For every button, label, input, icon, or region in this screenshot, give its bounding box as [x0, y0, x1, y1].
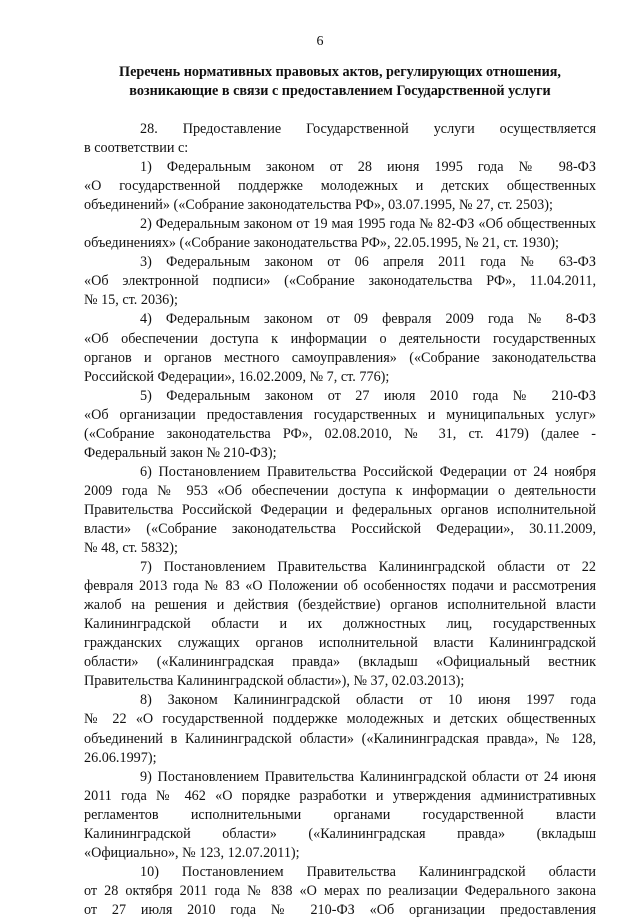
paragraph: [84, 387, 596, 463]
paragraph: [84, 253, 596, 310]
paragraph-line: области» («Калининградская правда» (вкладыш «Официальный вестник: [84, 654, 596, 671]
paragraph-line: Правительства Калининградской области»), № 37, 02.03.2013);: [84, 673, 465, 690]
paragraph: [84, 463, 596, 558]
paragraph-line: 2009 года № 953 «Об обеспечении доступа к информации о деятельности: [84, 482, 596, 499]
paragraph: [84, 768, 596, 863]
paragraph-line: власти» («Собрание законодательства Российской Федерации», 30.11.2009,: [84, 520, 596, 537]
paragraph-line: в соответствии с:: [84, 140, 189, 157]
paragraph: [84, 691, 596, 767]
paragraph: [84, 158, 596, 215]
document-body: [84, 120, 596, 920]
paragraph-line: от 28 октября 2011 года № 838 «О мерах по реализации Федерального закона: [84, 882, 596, 899]
paragraph-line: № 48, ст. 5832);: [84, 540, 178, 557]
paragraph-line: Федеральный закон № 210-ФЗ);: [84, 444, 277, 461]
paragraph-line: «Об обеспечении доступа к информации о деятельности государственных: [84, 330, 596, 347]
paragraph-line: объединений» («Собрание законодательства РФ», 03.07.1995, № 27, ст. 2503);: [84, 197, 553, 214]
document-heading: [84, 63, 596, 101]
paragraph-line: № 15, ст. 2036);: [84, 292, 178, 309]
paragraph-line: № 22 «О государственной поддержке молодежных и детских общественных: [84, 711, 596, 728]
paragraph-line: «Официально», № 123, 12.07.2011);: [84, 844, 300, 861]
page-number: 6: [316, 34, 324, 49]
paragraph-line: 4) Федеральным законом от 09 февраля 2009 года № 8-ФЗ: [140, 311, 596, 328]
paragraph: [84, 310, 596, 386]
paragraph-line: «О государственной поддержке молодежных и детских общественных: [84, 178, 596, 195]
paragraph-line: 6) Постановлением Правительства Российской Федерации от 24 ноября: [140, 463, 596, 480]
paragraph-line: «Об организации предоставления государственных и муниципальных услуг»: [84, 406, 596, 423]
paragraph-line: 5) Федеральным законом от 27 июля 2010 года № 210-ФЗ: [140, 387, 596, 404]
paragraph-line: «Об электронной подписи» («Собрание законодательства РФ», 11.04.2011,: [84, 273, 596, 290]
paragraph-line: («Собрание законодательства РФ», 02.08.2010, № 31, ст. 4179) (далее -: [84, 425, 596, 442]
paragraph-line: регламентов исполнительными органами государственной власти: [84, 806, 596, 823]
paragraph-line: Калининградской области» («Калининградская правда» (вкладыш: [84, 825, 596, 842]
paragraph-line: объединений в Калининградской области» («Калининградская правда», № 128,: [84, 730, 596, 747]
paragraph-line: от 27 июля 2010 года № 210-ФЗ «Об организации предоставления: [84, 901, 596, 918]
paragraph-line: 9) Постановлением Правительства Калининградской области от 24 июня: [140, 768, 596, 785]
heading-line: возникающие в связи с предоставлением Государственной услуги: [129, 83, 551, 99]
paragraph-line: Российской Федерации», 16.02.2009, № 7, ст. 776);: [84, 368, 390, 385]
paragraph: [84, 215, 596, 253]
paragraph-line: объединениях» («Собрание законодательства РФ», 22.05.1995, № 21, ст. 1930);: [84, 235, 559, 252]
paragraph-line: 3) Федеральным законом от 06 апреля 2011 года № 63-ФЗ: [140, 254, 596, 271]
paragraph-line: 2) Федеральным законом от 19 мая 1995 года № 82-ФЗ «Об общественных: [140, 216, 596, 233]
paragraph: [84, 863, 596, 920]
paragraph-line: жалоб на решения и действия (бездействие) органов исполнительной власти: [84, 597, 596, 614]
paragraph-line: 1) Федеральным законом от 28 июня 1995 года № 98-ФЗ: [140, 159, 596, 176]
heading-line: Перечень нормативных правовых актов, регулирующих отношения,: [119, 64, 561, 80]
paragraph-line: февраля 2013 года № 83 «О Положении об особенностях подачи и рассмотрения: [84, 578, 596, 595]
paragraph-line: 26.06.1997);: [84, 749, 157, 766]
paragraph: [84, 558, 596, 691]
paragraph-line: 8) Законом Калининградской области от 10 июня 1997 года: [140, 692, 596, 709]
paragraph-line: 2011 года № 462 «О порядке разработки и утверждения административных: [84, 787, 596, 804]
paragraph-line: органов и органов местного самоуправления» («Собрание законодательства: [84, 349, 596, 366]
paragraph-line: 7) Постановлением Правительства Калининградской области от 22: [140, 559, 596, 576]
paragraph-line: Правительства Российской Федерации и федеральных органов исполнительной: [84, 501, 596, 518]
paragraph-line: гражданских служащих органов исполнительной власти Калининградской: [84, 635, 596, 652]
paragraph-line: 28. Предоставление Государственной услуги осуществляется: [140, 121, 596, 137]
paragraph-line: Калининградской области и их должностных лиц, государственных: [84, 616, 596, 633]
paragraph-line: 10) Постановлением Правительства Калининградской области: [140, 863, 596, 880]
paragraph: [84, 120, 596, 158]
